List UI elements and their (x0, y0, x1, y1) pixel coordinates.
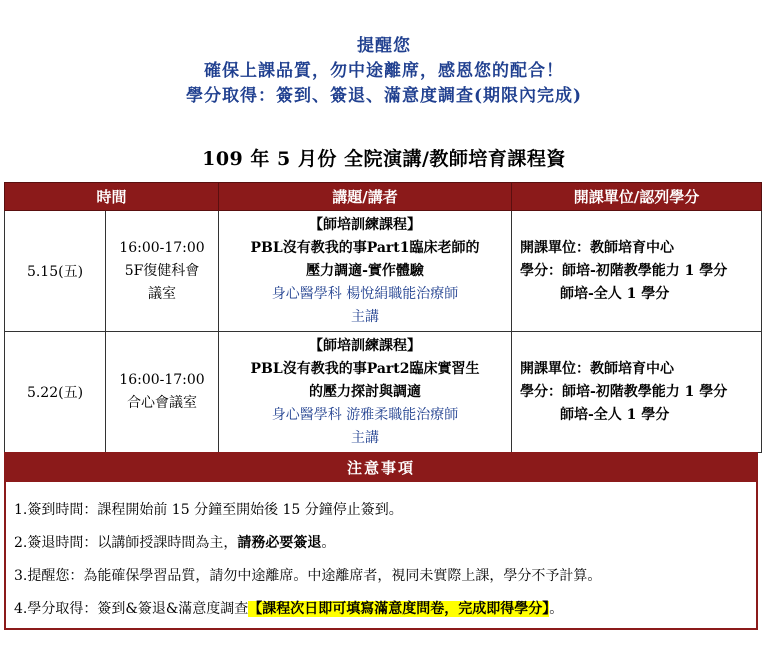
notice-item-text: 4.學分取得：簽到&簽退&滿意度調查 (14, 601, 249, 617)
row-speaker: 身心醫學科 楊悅絹職能治療師 (271, 285, 459, 302)
reminder-title: 提醒您 (357, 36, 411, 56)
row-unit-name: 開課單位：教師培育中心 (520, 239, 674, 256)
row-time-location (106, 211, 219, 332)
row-topic-title: PBL沒有教我的事Part2臨床實習生 (250, 360, 480, 377)
row-credit: 師培-全人 1 學分 (560, 285, 670, 302)
row-credit: 學分：師培-初階教學能力 1 學分 (520, 383, 728, 400)
row-topic (219, 211, 512, 332)
row-category: 【師培訓練課程】 (309, 216, 421, 233)
notice-item: 3.提醒您：為能確保學習品質，請勿中途離席。中途離席者，視同未實際上課，學分不予計算。 (14, 568, 602, 584)
row-date: 5.15(五) (5, 211, 106, 332)
notice-item: 1.簽到時間：課程開始前 15 分鐘至開始後 15 分鐘停止簽到。 (14, 502, 403, 518)
row-time: 16:00-17:00 (119, 372, 205, 388)
reminder-header (0, 34, 768, 109)
notice-item-text: 。 (321, 535, 336, 551)
page-title: 109 年 5 月份 全院演講/教師培育課程資 (202, 148, 566, 170)
row-time: 16:00-17:00 (119, 239, 205, 256)
notice-list (6, 482, 756, 626)
row-topic-title: 的壓力探討與調適 (309, 383, 421, 400)
col-header-unit: 開課單位/認列學分 (512, 183, 762, 211)
reminder-credit-line: 學分取得：簽到、簽退、滿意度調查(期限內完成) (185, 86, 583, 106)
col-header-time: 時間 (5, 183, 219, 211)
schedule-table (4, 182, 762, 453)
row-topic (219, 332, 512, 453)
row-credit: 學分：師培-初階教學能力 1 學分 (520, 262, 728, 279)
row-credit: 師培-全人 1 學分 (560, 406, 670, 423)
row-location: 合心會議室 (127, 395, 197, 411)
col-header-topic: 講題/講者 (219, 183, 512, 211)
notice-box (4, 452, 758, 630)
row-date: 5.22(五) (5, 332, 106, 453)
row-speaker: 主講 (351, 429, 379, 446)
row-unit (512, 332, 762, 453)
notice-item-text: 。 (549, 601, 564, 617)
row-category: 【師培訓練課程】 (309, 337, 421, 354)
notice-highlight: 【課程次日即可填寫滿意度問卷，完成即得學分】 (248, 601, 550, 617)
row-unit-name: 開課單位：教師培育中心 (520, 360, 674, 377)
row-speaker: 主講 (351, 308, 379, 325)
notice-item (14, 527, 756, 560)
table-row (5, 332, 762, 453)
row-speaker: 身心醫學科 游雅柔職能治療師 (271, 406, 459, 423)
row-time-location (106, 332, 219, 453)
table-header-row (5, 183, 762, 211)
row-location: 5F復健科會 (124, 262, 200, 279)
notice-heading: 注意事項 (6, 454, 756, 482)
notice-item-text: 2.簽退時間：以講師授課時間為主， (14, 535, 238, 551)
notice-item (14, 593, 756, 626)
reminder-quality-line: 確保上課品質，勿中途離席，感恩您的配合！ (204, 61, 564, 81)
notice-emphasis: 請務必要簽退 (237, 535, 322, 551)
row-location: 議室 (148, 285, 176, 302)
row-unit (512, 211, 762, 332)
row-topic-title: PBL沒有教我的事Part1臨床老師的 (250, 239, 480, 256)
table-row (5, 211, 762, 332)
row-topic-title: 壓力調適-實作體驗 (306, 262, 424, 279)
